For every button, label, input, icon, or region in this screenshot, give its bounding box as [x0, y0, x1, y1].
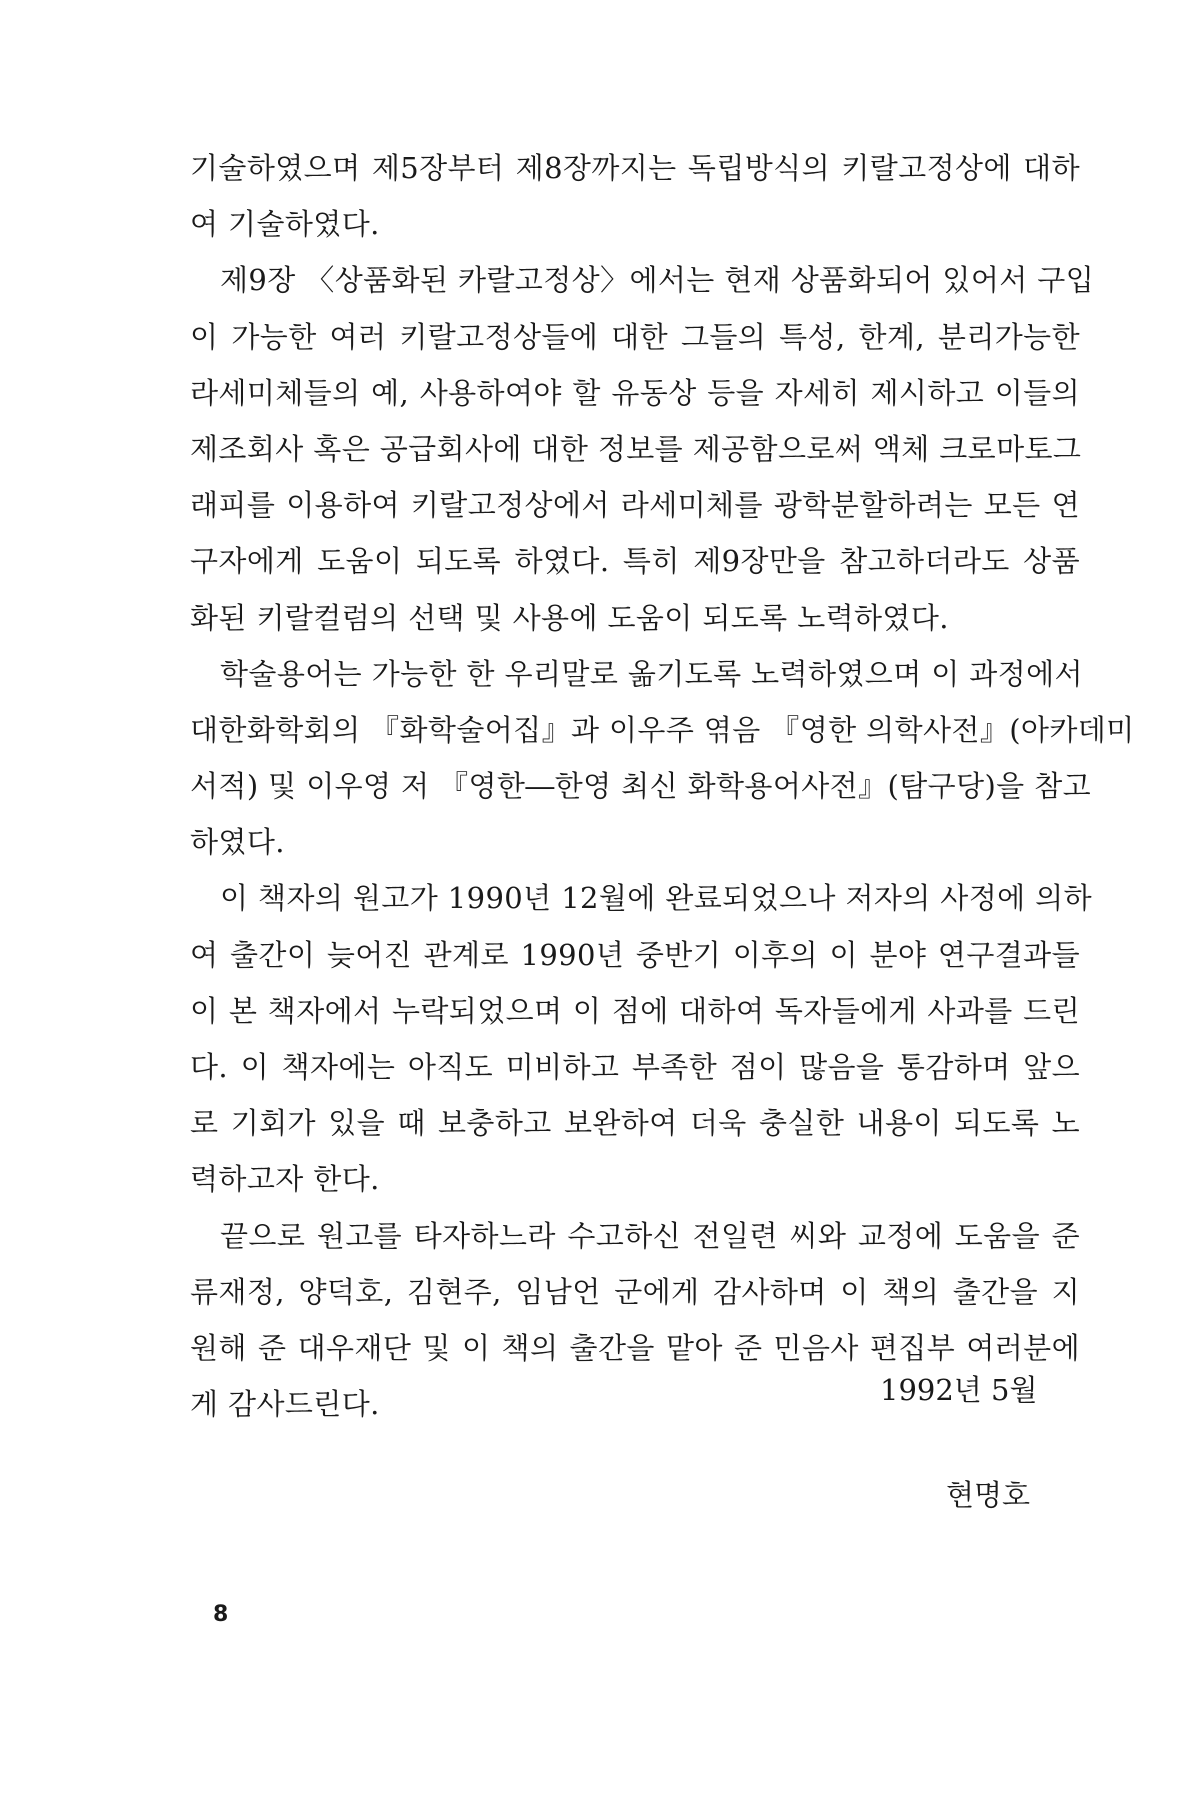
text-line-3: 제9장 〈상품화된 카랄고정상〉에서는 현재 상품화되어 있어서 구입	[220, 263, 1095, 298]
page-number: 8	[213, 1602, 229, 1627]
text-line-4: 이 가능한 여러 키랄고정상들에 대한 그들의 특성, 한계, 분리가능한	[190, 319, 1080, 354]
text-line-21: 류재정, 양덕호, 김현주, 임남언 군에게 감사하며 이 책의 출간을 지	[190, 1274, 1080, 1309]
text-line-12: 서적) 및 이우영 저 『영한―한영 최신 화학용어사전』(탐구당)을 참고	[190, 769, 1092, 804]
text-line-20: 끝으로 원고를 타자하느라 수고하신 전일련 씨와 교정에 도움을 준	[220, 1218, 1080, 1253]
text-line-23: 게 감사드린다.	[190, 1387, 380, 1422]
text-line-13: 하였다.	[190, 825, 285, 860]
text-line-9: 화된 키랄컬럼의 선택 및 사용에 도움이 되도록 노력하였다.	[190, 600, 949, 635]
text-line-19: 력하고자 한다.	[190, 1162, 380, 1197]
text-line-22: 원해 준 대우재단 및 이 책의 출간을 맡아 준 민음사 편집부 여러분에	[190, 1330, 1080, 1365]
author-name: 현명호	[945, 1478, 1030, 1512]
text-line-11: 대한화학회의 『화학술어집』과 이우주 엮음 『영한 의학사전』(아카데미	[190, 712, 1135, 747]
text-line-7: 래피를 이용하여 키랄고정상에서 라세미체를 광학분할하려는 모든 연	[190, 488, 1080, 523]
date-line: 1992년 5월	[880, 1373, 1038, 1407]
text-line-15: 여 출간이 늦어진 관계로 1990년 중반기 이후의 이 분야 연구결과들	[190, 937, 1080, 972]
text-line-2: 여 기술하였다.	[190, 207, 380, 242]
text-line-5: 라세미체들의 예, 사용하여야 할 유동상 등을 자세히 제시하고 이들의	[190, 375, 1080, 410]
body-text	[190, 140, 1135, 1432]
text-line-6: 제조회사 혹은 공급회사에 대한 정보를 제공함으로써 액체 크로마토그	[190, 431, 1082, 466]
text-line-17: 다. 이 책자에는 아직도 미비하고 부족한 점이 많음을 통감하며 앞으	[190, 1050, 1080, 1084]
text-line-18: 로 기회가 있을 때 보충하고 보완하여 더욱 충실한 내용이 되도록 노	[190, 1106, 1080, 1141]
text-line-10: 학술용어는 가능한 한 우리말로 옮기도록 노력하였으며 이 과정에서	[220, 656, 1083, 691]
text-line-1: 기술하였으며 제5장부터 제8장까지는 독립방식의 키랄고정상에 대하	[190, 151, 1080, 185]
text-line-14: 이 책자의 원고가 1990년 12월에 완료되었으나 저자의 사정에 의하	[220, 881, 1092, 916]
text-line-8: 구자에게 도움이 되도록 하였다. 특히 제9장만을 참고하더라도 상품	[190, 544, 1080, 579]
text-line-16: 이 본 책자에서 누락되었으며 이 점에 대하여 독자들에게 사과를 드린	[190, 993, 1080, 1028]
